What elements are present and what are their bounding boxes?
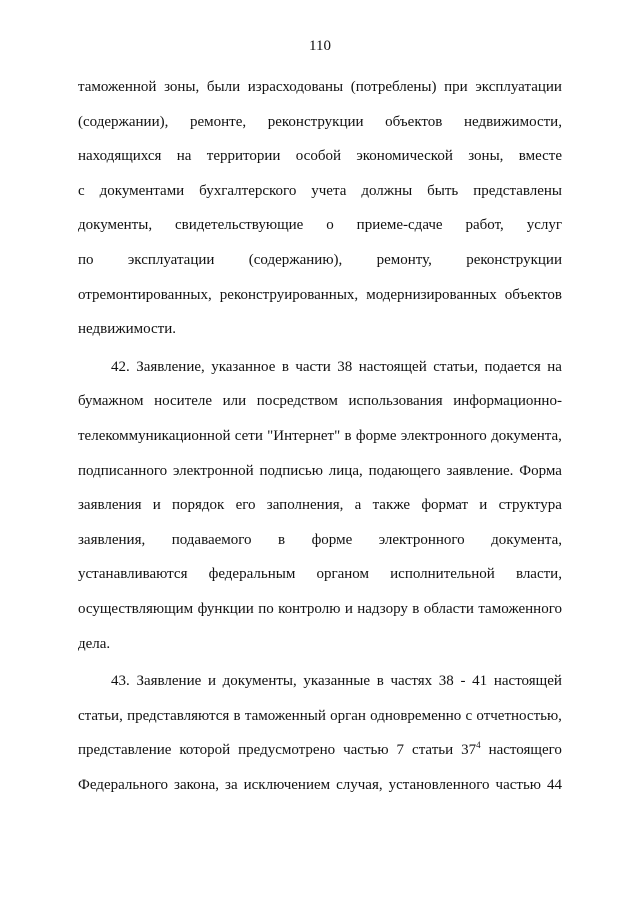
word: (содержанию),	[248, 251, 343, 268]
word: в	[281, 358, 289, 375]
word: находящихся	[78, 148, 162, 165]
word: 41	[472, 673, 488, 690]
word: форме	[311, 531, 353, 548]
word: частью	[343, 742, 389, 759]
word: в	[412, 600, 420, 617]
text-line	[78, 419, 562, 454]
word: подписанного	[78, 462, 168, 479]
word: исполнительной	[390, 566, 495, 583]
word: орган	[330, 707, 366, 724]
word: подается	[484, 358, 541, 375]
word: заполнения,	[266, 497, 344, 514]
text-line	[78, 627, 562, 662]
word: сети	[234, 427, 263, 444]
word: 44	[546, 776, 562, 793]
word: таможенного	[478, 600, 562, 617]
word: бухгалтерского	[199, 182, 297, 199]
word: в	[376, 673, 384, 690]
text-line	[78, 592, 562, 627]
word: и	[207, 673, 216, 690]
text-line	[78, 312, 562, 347]
word: представляются	[127, 707, 230, 724]
text-line	[78, 699, 562, 734]
word: области	[423, 600, 474, 617]
word: электронной	[172, 462, 254, 479]
page-number: 110	[309, 38, 331, 54]
word: Форма	[519, 462, 562, 479]
word: реконструкции	[466, 251, 562, 268]
word: 7	[396, 742, 405, 759]
word: Заявление	[136, 673, 202, 690]
body-text	[78, 70, 562, 802]
word: $37^4$	[461, 740, 481, 759]
text-line	[78, 733, 562, 768]
word: надзору	[357, 600, 408, 617]
word: осуществляющим	[78, 600, 194, 617]
word: также	[372, 497, 411, 514]
word: предусмотрено	[238, 742, 336, 759]
word: недвижимости,	[463, 113, 562, 130]
word: документы,	[78, 217, 153, 234]
word: его	[235, 497, 256, 514]
text-line	[78, 243, 562, 278]
word: федеральным	[208, 566, 296, 583]
word: (потреблены)	[350, 79, 437, 95]
word: 38	[438, 673, 454, 690]
word: и	[479, 497, 488, 514]
text-line	[78, 70, 562, 105]
word: заявление.	[446, 462, 514, 479]
word: носителе	[154, 393, 213, 410]
word: подающего	[368, 462, 441, 479]
word: с	[78, 182, 85, 199]
word: услуг	[526, 217, 562, 234]
word: израсходованы	[247, 79, 344, 95]
word: 43.	[111, 673, 130, 690]
word: электронного	[400, 427, 487, 444]
word: в	[278, 531, 286, 548]
word: эксплуатации	[127, 251, 215, 268]
word: лица,	[328, 462, 363, 479]
word: заявления,	[78, 531, 146, 548]
word: использования	[348, 393, 443, 410]
word: должны	[361, 182, 413, 199]
word: статьи	[412, 742, 454, 759]
word: объектов	[504, 286, 562, 303]
word: представление	[78, 742, 172, 759]
word: представлены	[473, 182, 562, 199]
word: электронного	[378, 531, 465, 548]
word: вместе	[518, 148, 562, 165]
word: документы,	[222, 673, 297, 690]
word: таможенный	[244, 707, 326, 724]
word: 42.	[111, 358, 130, 375]
word: реконструкции	[267, 113, 364, 130]
word: по	[258, 600, 274, 617]
word: 38	[337, 358, 353, 375]
word: статьи,	[433, 358, 479, 375]
word: модернизированных	[366, 286, 497, 303]
word: отремонтированных,	[78, 286, 212, 303]
word: настоящего	[488, 742, 562, 759]
word: устанавливаются	[78, 566, 188, 583]
text-line	[78, 139, 562, 174]
word: порядок	[172, 497, 225, 514]
word: и	[344, 600, 353, 617]
word: "Интернет"	[267, 427, 341, 444]
word: случая,	[336, 776, 383, 793]
word: документами	[99, 182, 185, 199]
word: органом	[316, 566, 369, 583]
word: частью	[495, 776, 541, 793]
word: работ,	[465, 217, 504, 234]
word: за	[225, 776, 238, 793]
word: отчетностью,	[476, 707, 562, 724]
word: в	[233, 707, 241, 724]
word: подписью	[259, 462, 323, 479]
word: частях	[390, 673, 433, 690]
text-line	[78, 174, 562, 209]
word: на	[176, 148, 192, 165]
word: ремонте,	[189, 113, 247, 130]
word: были	[206, 79, 241, 95]
word: власти,	[515, 566, 562, 583]
word: о	[326, 217, 334, 234]
word: объектов	[385, 113, 443, 130]
text-line	[78, 488, 562, 523]
word: статьи,	[78, 707, 123, 724]
word: подаваемого	[171, 531, 252, 548]
word: таможенной	[78, 79, 157, 95]
word: (содержании),	[78, 113, 169, 130]
word: которой	[179, 742, 231, 759]
word: установленного	[388, 776, 490, 793]
text-line	[78, 384, 562, 419]
word: Федерального	[78, 776, 169, 793]
word: информационно-	[453, 393, 562, 410]
word: контролю	[278, 600, 341, 617]
word: указанное	[211, 358, 276, 375]
word: функции	[197, 600, 254, 617]
word: одновременно	[370, 707, 462, 724]
word: настоящей	[358, 358, 427, 375]
word: при	[444, 79, 468, 95]
word: с	[465, 707, 473, 724]
word: ремонту,	[376, 251, 432, 268]
word: части	[295, 358, 331, 375]
word: недвижимости.	[78, 321, 176, 338]
word: дела.	[78, 635, 111, 652]
word: а	[354, 497, 362, 514]
word: указанные	[303, 673, 371, 690]
word: или	[222, 393, 247, 410]
text-line	[78, 208, 562, 243]
text-line	[78, 557, 562, 592]
word: формат	[421, 497, 469, 514]
word: телекоммуникационной	[78, 427, 231, 444]
word: приеме-сдаче	[356, 217, 443, 234]
superscript: 4	[476, 740, 481, 751]
word: зоны,	[164, 79, 200, 95]
word: структура	[498, 497, 562, 514]
text-line	[78, 454, 562, 489]
paragraph-43-first-line	[78, 664, 562, 699]
paragraph-42-first-line	[78, 350, 562, 385]
word: Заявление,	[136, 358, 205, 375]
word: заявления	[78, 497, 142, 514]
word: закона,	[174, 776, 220, 793]
word: -	[460, 673, 466, 690]
word: особой	[295, 148, 341, 165]
text-line	[78, 523, 562, 558]
word: настоящей	[493, 673, 562, 690]
word: по	[78, 251, 94, 268]
word: экономической	[356, 148, 453, 165]
text-line	[78, 278, 562, 313]
word: документа,	[491, 427, 562, 444]
word: на	[547, 358, 562, 375]
word: форме	[355, 427, 397, 444]
word: документа,	[491, 531, 562, 548]
word: свидетельствующие	[175, 217, 304, 234]
word: зоны,	[468, 148, 504, 165]
word: реконструированных,	[219, 286, 359, 303]
word: бумажном	[78, 393, 144, 410]
word: эксплуатации	[475, 79, 562, 95]
word: исключением	[243, 776, 331, 793]
word: быть	[427, 182, 459, 199]
word: в	[344, 427, 352, 444]
word: и	[152, 497, 161, 514]
word: посредством	[256, 393, 338, 410]
text-line	[78, 105, 562, 140]
word: территории	[206, 148, 281, 165]
word: учета	[311, 182, 347, 199]
text-line	[78, 768, 562, 803]
